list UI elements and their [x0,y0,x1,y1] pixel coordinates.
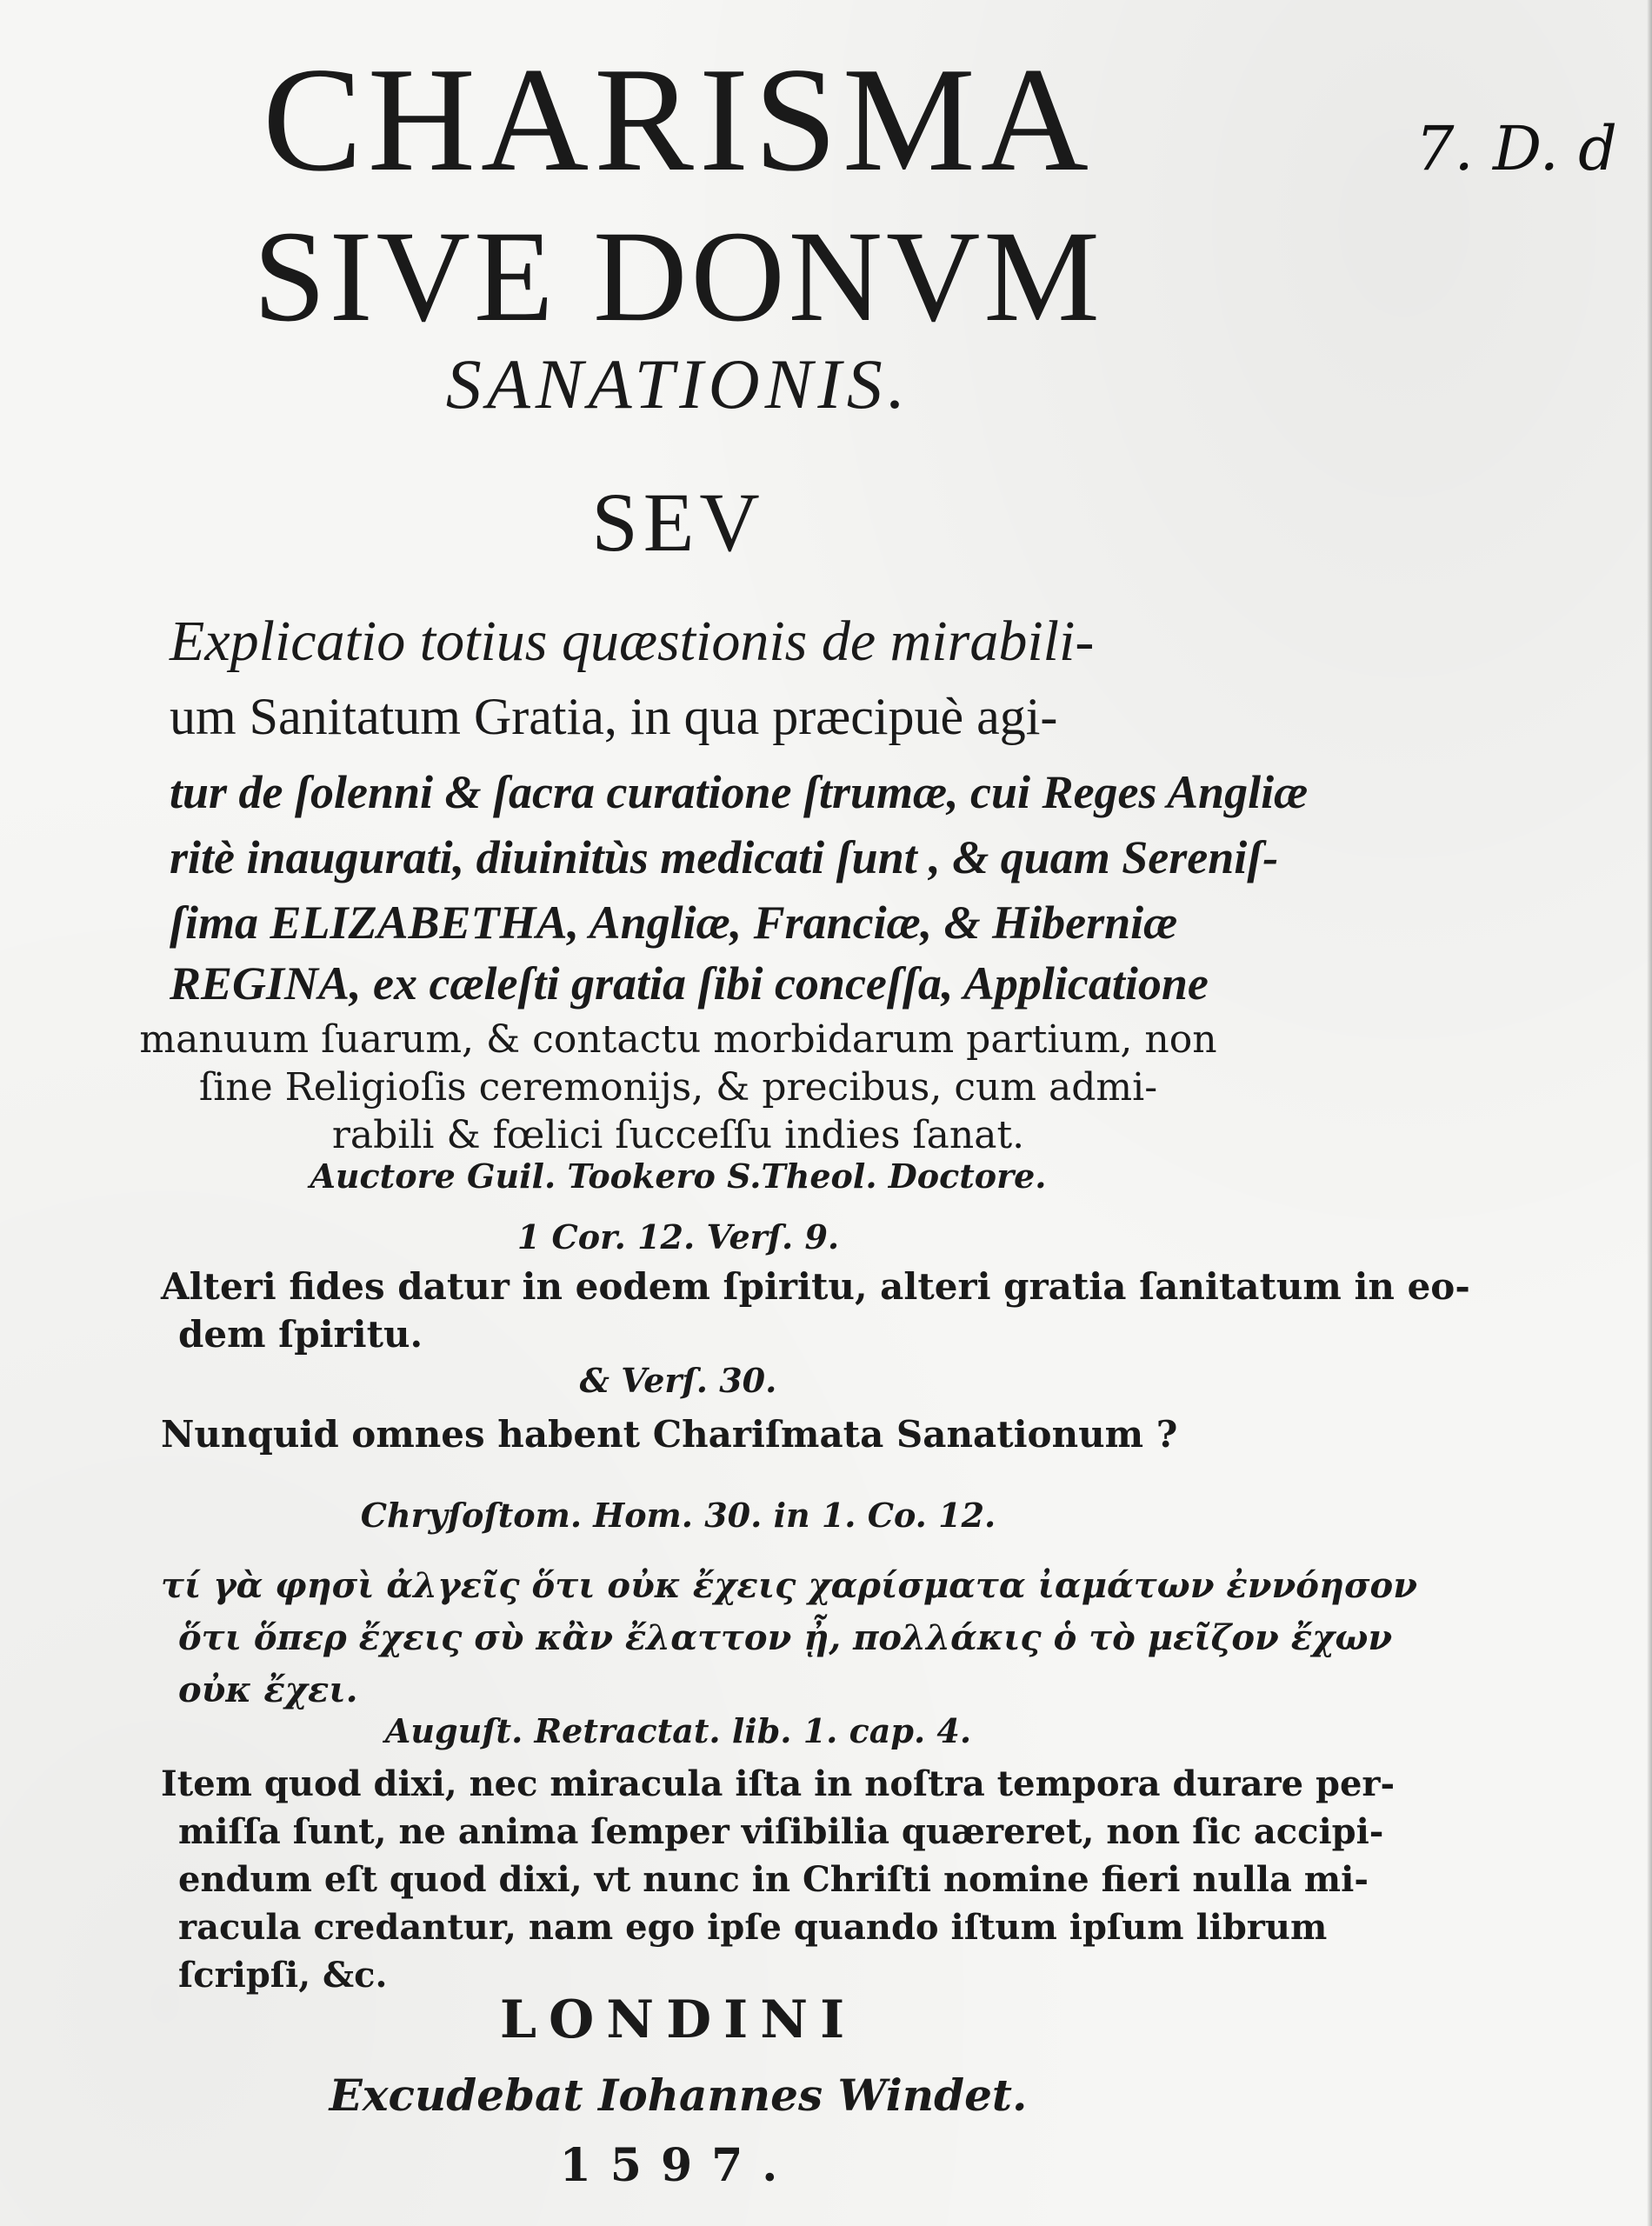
subtitle-line: ſima ELIZABETHA, Angliæ, Franciæ, & Hiberniæ [170,896,1178,949]
greek-quote-line: οὐκ ἔχει. [178,1670,358,1710]
scripture-text-line: Alteri fides datur in eodem ſpiritu, alteri gratia ſanitatum in eo- [161,1265,1470,1308]
shelfmark-annotation: 7. D. d [1416,113,1617,184]
subtitle-line: REGINA, ex cæleſti gratia ſibi conceſſa, Applicatione [170,957,1209,1010]
greek-quote-line: τί γὰ φησὶ ἀλγεῖς ὅτι οὐκ ἔχεις χαρίσματα ἰαμάτων ἐννόησον [161,1565,1417,1606]
augustine-quote-line: Item quod dixi, nec miracula iſta in noſtra tempora durare per- [161,1763,1396,1804]
imprint-place: LONDINI [499,1989,857,2050]
subtitle-line: um Sanitatum Gratia, in qua præcipuè agi- [170,688,1058,745]
subtitle-line: manuum ſuarum, & contactu morbidarum partium, non [139,1017,1217,1062]
scripture-reference-1: 1 Cor. 12. Verſ. 9. [516,1217,840,1256]
imprint-printer: Excudebat Iohannes Windet. [329,2069,1028,2121]
imprint-year: 1597. [559,2139,797,2192]
augustine-reference: Auguſt. Retractat. lib. 1. cap. 4. [384,1711,972,1750]
subtitle-line: rabili & fœlici ſucceſſu indies ſanat. [331,1113,1025,1157]
chrysostom-reference: Chryſoſtom. Hom. 30. in 1. Co. 12. [360,1496,996,1535]
augustine-quote-line: miſſa ſunt, ne anima ſemper viſibilia quæreret, non ſic accipi- [178,1811,1384,1852]
subtitle-line: tur de ſolenni & ſacra curatione ſtrumæ, cui Reges Angliæ [170,766,1309,818]
augustine-quote-line: racula credantur, nam ego ipſe quando iſtum ipſum librum [178,1907,1328,1948]
scripture-reference-2: & Verſ. 30. [579,1361,777,1400]
title-line-2: SIVE DONVM [253,204,1103,349]
title-line-3: SANATIONIS. [445,344,911,423]
page-edge-shadow [1647,0,1652,2226]
augustine-quote-line: endum eſt quod dixi, vt nunc in Chriſti nomine fieri nulla mi- [178,1859,1369,1900]
scripture-text-2: Nunquid omnes habent Chariſmata Sanationum ? [161,1413,1178,1456]
title-line-1: CHARISMA [263,37,1094,203]
author-line: Auctore Guil. Tookero S.Theol. Doctore. [310,1156,1047,1196]
subtitle-line: ſine Religioſis ceremonijs, & precibus, cum admi- [198,1065,1158,1110]
scripture-text-line: dem ſpiritu. [178,1313,423,1356]
greek-quote-line: ὅτι ὅπερ ἔχεις σὺ κἂν ἔλαττον ᾖ, πολλάκις ὁ τὸ μεῖζον ἔχων [178,1617,1393,1658]
subtitle-line: Explicatio totius quæstionis de mirabili- [170,610,1095,673]
subtitle-line: ritè inaugurati, diuinitùs medicati ſunt , & quam Sereniſ- [170,831,1279,883]
connector-sev: SEV [591,476,765,569]
augustine-quote-line: ſcripſi, &c. [178,1955,388,1996]
